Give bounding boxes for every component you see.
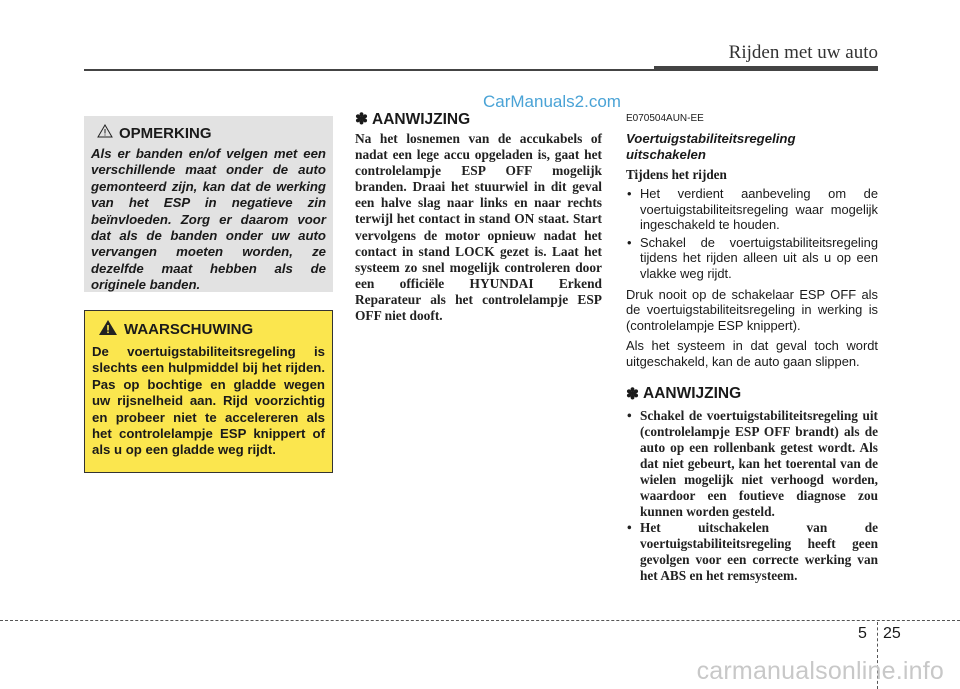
tip-body: Na het losnemen van de accukabels of nadat een lege accu opgeladen is, gaat het controlelampje ESP OFF mogelijk branden. Draai het stuurwiel in dit geval een halve slag naar links en naar rechts terwijl het contact in stand ON staat. Start vervolgens de motor opnieuw nadat het contact in stand LOCK gezet is. Laat het systeem zo snel mogelijk controleren door een officiële HYUNDAI Erkend Reparateur als het controlelampje ESP OFF niet dooft. <box>355 131 602 324</box>
tip-bullets <box>626 408 878 584</box>
note-box <box>84 116 333 292</box>
asterisk-icon: ✽ <box>355 111 368 128</box>
tip-heading-row <box>355 110 602 129</box>
asterisk-icon: ✽ <box>626 385 639 403</box>
note-heading-row <box>97 124 326 142</box>
warning-heading: WAARSCHUWING <box>124 321 254 338</box>
warning-body: De voertuigstabiliteitsregeling is slechts een hulpmiddel bij het rijden. Pas op bochtige en gladde wegen uw rijsnelheid aan. Rijd voorzichtig en probeer niet te accelereren als het controlelampje ESP knippert of als u op een gladde weg rijdt. <box>92 344 325 458</box>
tip-heading: AANWIJZING <box>372 110 471 128</box>
warning-box <box>84 310 333 473</box>
footer-rule <box>0 620 960 621</box>
list-item: • Schakel de voertuigstabiliteitsregeling uit (controlelampje ESP OFF brandt) als de auto op een rollenbank getest wordt. Als dat niet gebeurt, kan het toerental van de wielen mogelijk niet verhoogd worden, waardoor een foutieve diagnose zou kunnen worden gesteld. <box>626 408 878 520</box>
note-heading: OPMERKING <box>119 124 212 142</box>
section-bullets <box>626 186 878 282</box>
page-divider <box>877 622 878 652</box>
watermark-link[interactable]: CarManuals2.com <box>483 92 621 111</box>
header-title: Rijden met uw auto <box>728 42 878 63</box>
section-subhead: Tijdens het rijden <box>626 167 727 182</box>
warning-icon <box>98 319 118 340</box>
section-number: 5 <box>858 625 867 642</box>
caution-icon <box>97 124 113 142</box>
tip-column <box>355 110 602 324</box>
section-paragraph: Als het systeem in dat geval toch wordt uitgeschakeld, kan de auto gaan slippen. <box>626 338 878 369</box>
section-code: E070504AUN-EE <box>626 113 704 124</box>
section-title: Voertuigstabiliteitsregeling uitschakelen <box>626 131 796 162</box>
note-body: Als er banden en/of velgen met een verschillende maat onder de auto gemonteerd zijn, kan dat de werking van het ESP in negatieve zin beïnvloeden. Zorg er daarom voor dat als de banden onder uw auto vervangen moeten worden, ze dezelfde maat hebben als de originele banden. <box>91 146 326 293</box>
tip-heading-row <box>626 385 878 404</box>
list-item: • Schakel de voertuigstabiliteitsregeling tijdens het rijden alleen uit als u op een vlakke weg rijdt. <box>626 235 878 282</box>
esp-section <box>626 110 878 584</box>
footer-watermark[interactable]: carmanualsonline.info <box>696 657 944 685</box>
header-rule-accent <box>654 66 878 71</box>
warning-heading-row <box>98 319 325 340</box>
page-number: 25 <box>883 625 901 642</box>
tip-heading: AANWIJZING <box>643 385 742 403</box>
list-item: • Het verdient aanbeveling om de voertuigstabiliteitsregeling waar mogelijk ingeschakeld te houden. <box>626 186 878 233</box>
list-item: • Het uitschakelen van de voertuigstabiliteitsregeling heeft geen gevolgen voor een correcte werking van het ABS en het remsysteem. <box>626 520 878 584</box>
section-paragraph: Druk nooit op de schakelaar ESP OFF als de voertuigstabiliteitsregeling in werking is (controlelampje ESP knippert). <box>626 286 878 333</box>
